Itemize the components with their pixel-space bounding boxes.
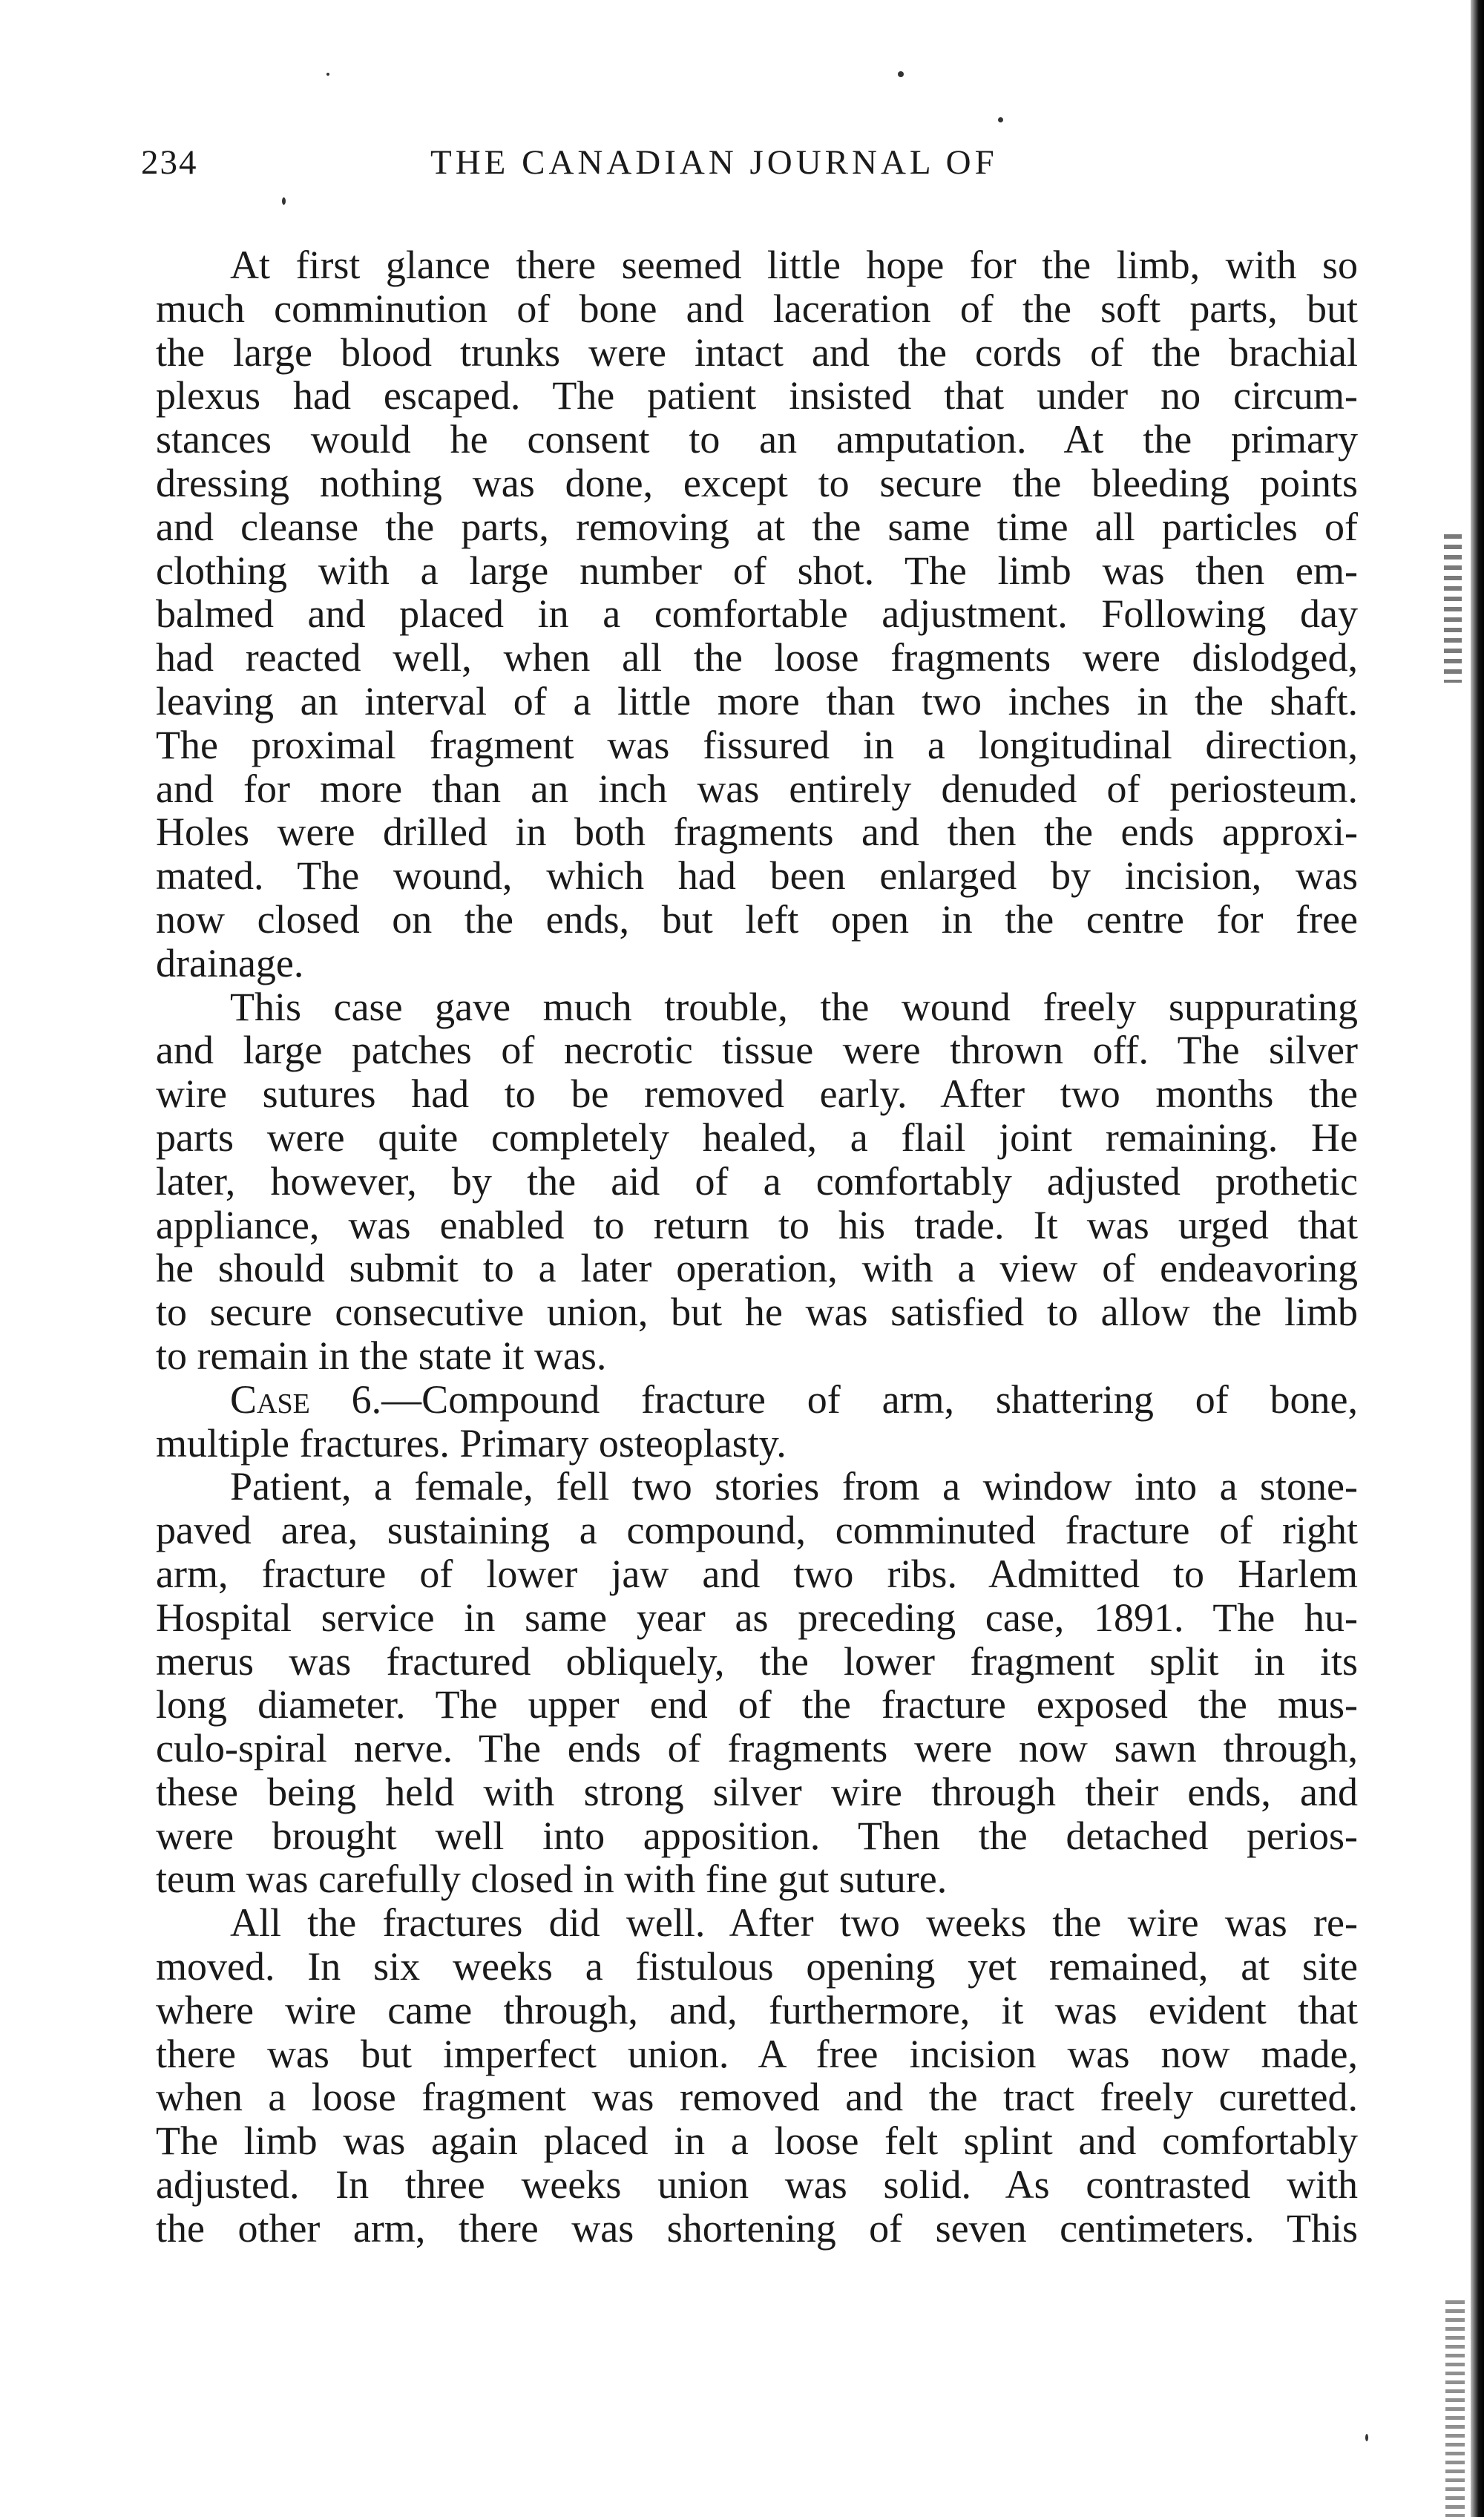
paragraph: [156, 985, 1358, 1378]
case-description: —Compound fracture of arm, shattering of bone,: [381, 1376, 1359, 1422]
text-line: long diameter. The upper end of the fracture exposed the mus-: [156, 1682, 1358, 1727]
paragraph: [156, 243, 1358, 985]
text-line: teum was carefully closed in with fine gut suture.: [156, 1857, 948, 1902]
text-line: culo-spiral nerve. The ends of fragments were now sawn through,: [156, 1726, 1358, 1771]
text-line: were brought well into apposition. Then the detached perios-: [156, 1813, 1358, 1858]
case-heading: [156, 1378, 1358, 1466]
text-line: clothing with a large number of shot. The limb was then em-: [156, 548, 1358, 593]
text-line: and cleanse the parts, removing at the same time all particles of: [156, 504, 1358, 549]
text-line: when a loose fragment was removed and the tract freely curetted.: [156, 2075, 1358, 2120]
text-line: The limb was again placed in a loose felt splint and comfortably: [156, 2119, 1358, 2164]
binding-edge: [1471, 0, 1484, 2517]
text-line: these being held with strong silver wire through their ends, and: [156, 1769, 1358, 1814]
text-line: The proximal fragment was fissured in a longitudinal direction,: [156, 722, 1358, 767]
journal-title: THE CANADIAN JOURNAL OF: [430, 143, 998, 182]
text-line: the large blood trunks were intact and the cords of the brachial: [156, 329, 1358, 375]
text-line: to remain in the state it was.: [156, 1333, 607, 1378]
text-line: had reacted well, when all the loose fragments were dislodged,: [156, 635, 1358, 680]
text-line: stances would he consent to an amputation. At the primary: [156, 417, 1358, 462]
text-line: appliance, was enabled to return to his trade. It was urged that: [156, 1202, 1358, 1247]
text-line: to secure consecutive union, but he was satisfied to allow the limb: [156, 1290, 1358, 1335]
scan-speck: [326, 73, 329, 76]
text-line: much comminution of bone and laceration of the soft parts, but: [156, 286, 1358, 331]
binding-shadow: [1445, 2300, 1465, 2517]
scan-speck: [898, 71, 904, 77]
text-line: parts were quite completely healed, a flail joint remaining. He: [156, 1115, 1358, 1160]
text-line: moved. In six weeks a fistulous opening yet remained, at site: [156, 1944, 1358, 1989]
text-line: where wire came through, and, furthermore, it was evident that: [156, 1987, 1358, 2032]
text-line: mated. The wound, which had been enlarged by incision, was: [156, 853, 1358, 899]
text-line: Patient, a female, fell two stories from a window into a stone-: [230, 1464, 1358, 1509]
text-line: [156, 1378, 1358, 1422]
paragraph: [156, 1465, 1358, 1901]
text-line: later, however, by the aid of a comfortably adjusted prothetic: [156, 1158, 1358, 1204]
paragraph: [156, 1901, 1358, 2250]
text-line: drainage.: [156, 940, 304, 985]
scan-speck: [282, 197, 286, 205]
text-line: At first glance there seemed little hope for the limb, with so: [230, 243, 1358, 287]
text-line: there was but imperfect union. A free incision was now made,: [156, 2031, 1358, 2076]
text-line: adjusted. In three weeks union was solid. As contrasted with: [156, 2162, 1358, 2208]
text-line: merus was fractured obliquely, the lower fragment split in its: [156, 1638, 1358, 1684]
text-line: dressing nothing was done, except to secure the bleeding points: [156, 460, 1358, 505]
text-line: now closed on the ends, but left open in the centre for free: [156, 896, 1358, 942]
text-line: Holes were drilled in both fragments and then the ends approxi-: [156, 810, 1358, 855]
text-line: and for more than an inch was entirely denuded of periosteum.: [156, 766, 1358, 811]
text-line: and large patches of necrotic tissue were thrown off. The silver: [156, 1028, 1358, 1073]
text-line: he should submit to a later operation, with a view of endeavoring: [156, 1246, 1358, 1291]
text-line: plexus had escaped. The patient insisted that under no circum-: [156, 373, 1358, 419]
scan-speck: [1365, 2434, 1368, 2441]
page-number: 234: [141, 143, 198, 182]
running-head: [141, 142, 1358, 194]
text-line: Hospital service in same year as preceding case, 1891. The hu-: [156, 1595, 1358, 1640]
text-line: the other arm, there was shortening of seven centimeters. This: [156, 2205, 1358, 2251]
text-line: multiple fractures. Primary osteoplasty.: [156, 1420, 787, 1466]
text-line: balmed and placed in a comfortable adjustment. Following day: [156, 591, 1358, 637]
body-text: [156, 243, 1358, 2251]
text-line: leaving an interval of a little more than two inches in the shaft.: [156, 678, 1358, 723]
case-label: Case 6.: [230, 1376, 382, 1422]
text-line: paved area, sustaining a compound, comminuted fracture of right: [156, 1508, 1358, 1553]
text-line: All the fractures did well. After two weeks the wire was re-: [230, 1900, 1358, 1946]
text-line: arm, fracture of lower jaw and two ribs. Admitted to Harlem: [156, 1551, 1358, 1596]
text-line: This case gave much trouble, the wound freely suppurating: [230, 984, 1358, 1029]
scan-speck: [998, 117, 1003, 122]
binding-shadow: [1444, 534, 1462, 683]
text-line: wire sutures had to be removed early. After two months the: [156, 1072, 1358, 1117]
